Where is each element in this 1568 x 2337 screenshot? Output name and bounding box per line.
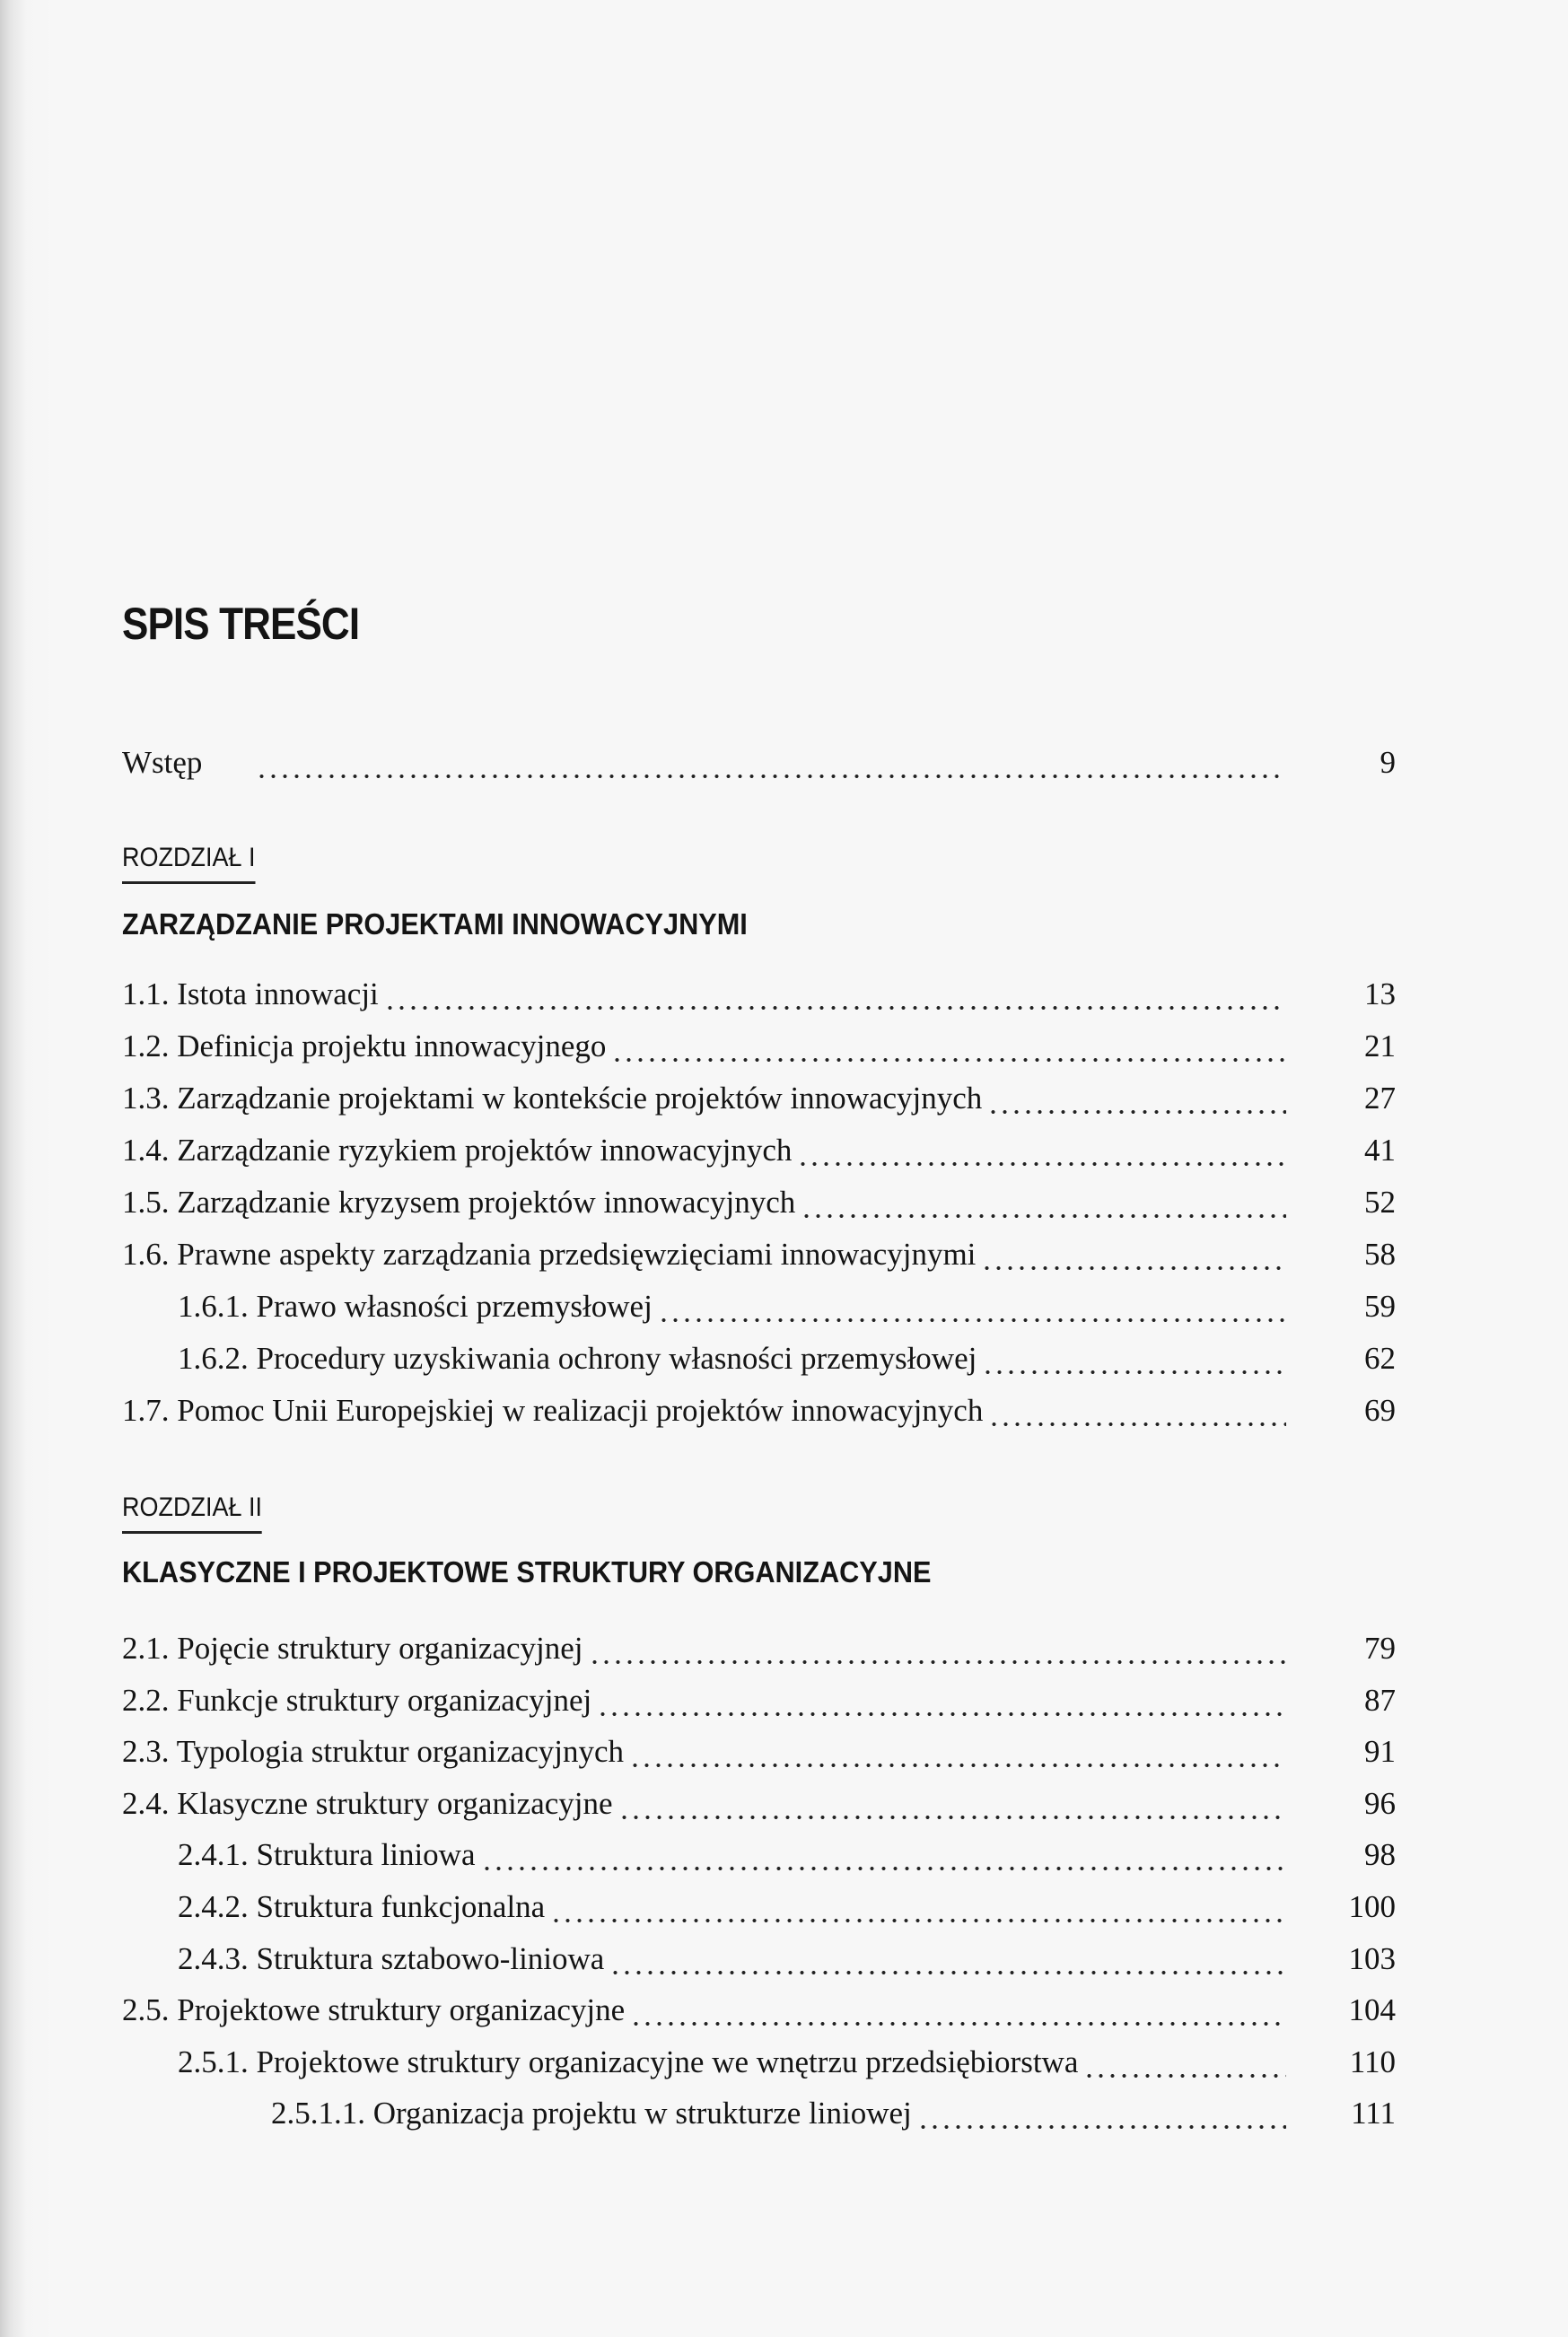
dot-leader <box>630 1984 1286 2036</box>
entry-page: 87 <box>1364 1682 1396 1718</box>
entry-label: 2.5. Projektowe struktury organizacyjne <box>122 1992 626 2028</box>
entry-page: 62 <box>1364 1341 1396 1376</box>
entry-page: 91 <box>1364 1734 1396 1770</box>
toc-entry[interactable] <box>122 2036 1396 2088</box>
entry-label: 1.4. Zarządzanie ryzykiem projektów innowacyjnych <box>122 1133 793 1168</box>
entry-page: 79 <box>1364 1631 1396 1666</box>
chapter-2-label: ROZDZIAŁ II <box>122 1490 262 1534</box>
dot-leader <box>481 1829 1287 1881</box>
dot-leader <box>987 1072 1286 1125</box>
entry-page: 59 <box>1364 1289 1396 1324</box>
entry-page: 104 <box>1348 1992 1396 2028</box>
entry-label: 2.4. Klasyczne struktury organizacyjne <box>122 1785 613 1821</box>
entry-page: 21 <box>1364 1028 1396 1063</box>
toc-entry[interactable] <box>122 1726 1396 1778</box>
entry-page: 69 <box>1364 1393 1396 1428</box>
dot-leader <box>609 1933 1286 1985</box>
entry-label: 1.2. Definicja projektu innowacyjnego <box>122 1028 607 1063</box>
dot-leader <box>658 1281 1286 1333</box>
toc-entry[interactable] <box>122 1623 1396 1675</box>
entry-page: 52 <box>1364 1185 1396 1220</box>
dot-leader <box>611 1020 1286 1072</box>
toc-entry[interactable] <box>122 1829 1396 1881</box>
dot-leader <box>917 2088 1286 2140</box>
entry-page: 111 <box>1351 2096 1396 2131</box>
dot-leader <box>256 737 1286 789</box>
dot-leader <box>797 1125 1286 1177</box>
toc-entry[interactable] <box>122 1675 1396 1727</box>
entry-label: 2.4.3. Struktura sztabowo-liniowa <box>178 1940 605 1976</box>
dot-leader <box>801 1177 1286 1229</box>
toc-entry[interactable] <box>122 1385 1396 1437</box>
entry-label: 1.3. Zarządzanie projektami w kontekście projektów innowacyjnych <box>122 1081 983 1116</box>
toc-entry[interactable] <box>122 2088 1396 2140</box>
dot-leader <box>1083 2036 1286 2088</box>
entry-label: 1.6.2. Procedury uzyskiwania ochrony własności przemysłowej <box>178 1341 977 1376</box>
toc-entry[interactable] <box>122 1933 1396 1985</box>
entry-page: 41 <box>1364 1133 1396 1168</box>
toc-entry[interactable] <box>122 1984 1396 2036</box>
entry-label: 2.3. Typologia struktur organizacyjnych <box>122 1734 625 1770</box>
toc-entry[interactable] <box>122 1333 1396 1385</box>
entry-label: Wstęp <box>122 745 203 780</box>
entry-label: 2.5.1.1. Organizacja projektu w strukturze liniowej <box>271 2096 912 2131</box>
chapter-1-label: ROZDZIAŁ I <box>122 840 256 884</box>
toc-entry-intro[interactable] <box>122 737 1396 789</box>
dot-leader <box>629 1726 1286 1778</box>
chapter-1-entries <box>122 968 1396 1437</box>
toc-entry[interactable] <box>122 1778 1396 1830</box>
toc-entry[interactable] <box>122 1881 1396 1933</box>
entry-page: 9 <box>1380 745 1396 780</box>
entry-label: 1.1. Istota innowacji <box>122 976 379 1011</box>
entry-page: 110 <box>1349 2044 1396 2079</box>
toc-entry[interactable] <box>122 1072 1396 1125</box>
entry-label: 2.4.2. Struktura funkcjonalna <box>178 1888 546 1924</box>
entry-page: 103 <box>1348 1940 1396 1976</box>
toc-intro <box>122 737 1396 789</box>
dot-leader <box>589 1623 1286 1675</box>
entry-page: 27 <box>1364 1081 1396 1116</box>
dot-leader <box>988 1385 1286 1437</box>
chapter-2-heading: KLASYCZNE I PROJEKTOWE STRUKTURY ORGANIZACYJNE <box>122 1555 932 1589</box>
entry-label: 2.1. Pojęcie struktury organizacyjnej <box>122 1631 583 1666</box>
toc-entry[interactable] <box>122 1229 1396 1281</box>
dot-leader <box>981 1229 1286 1281</box>
chapter-1-heading: ZARZĄDZANIE PROJEKTAMI INNOWACYJNYMI <box>122 907 748 941</box>
entry-label: 2.5.1. Projektowe struktury organizacyjne we wnętrzu przedsiębiorstwa <box>178 2044 1079 2079</box>
entry-label: 2.4.1. Struktura liniowa <box>178 1837 476 1873</box>
dot-leader <box>597 1675 1286 1727</box>
toc-entry[interactable] <box>122 1177 1396 1229</box>
page-title: SPIS TREŚCI <box>122 599 360 649</box>
entry-page: 13 <box>1364 976 1396 1011</box>
entry-page: 96 <box>1364 1785 1396 1821</box>
entry-page: 98 <box>1364 1837 1396 1873</box>
toc-entry[interactable] <box>122 968 1396 1020</box>
dot-leader <box>618 1778 1286 1830</box>
entry-label: 1.6.1. Prawo własności przemysłowej <box>178 1289 653 1324</box>
dot-leader <box>384 968 1286 1020</box>
toc-entry[interactable] <box>122 1125 1396 1177</box>
toc-entry[interactable] <box>122 1281 1396 1333</box>
dot-leader <box>550 1881 1286 1933</box>
entry-label: 1.7. Pomoc Unii Europejskiej w realizacji projektów innowacyjnych <box>122 1393 984 1428</box>
dot-leader <box>982 1333 1286 1385</box>
entry-label: 2.2. Funkcje struktury organizacyjnej <box>122 1682 592 1718</box>
chapter-2-entries <box>122 1623 1396 2140</box>
entry-page: 58 <box>1364 1237 1396 1272</box>
entry-page: 100 <box>1348 1888 1396 1924</box>
toc-entry[interactable] <box>122 1020 1396 1072</box>
entry-label: 1.6. Prawne aspekty zarządzania przedsięwzięciami innowacyjnymi <box>122 1237 977 1272</box>
entry-label: 1.5. Zarządzanie kryzysem projektów innowacyjnych <box>122 1185 796 1220</box>
